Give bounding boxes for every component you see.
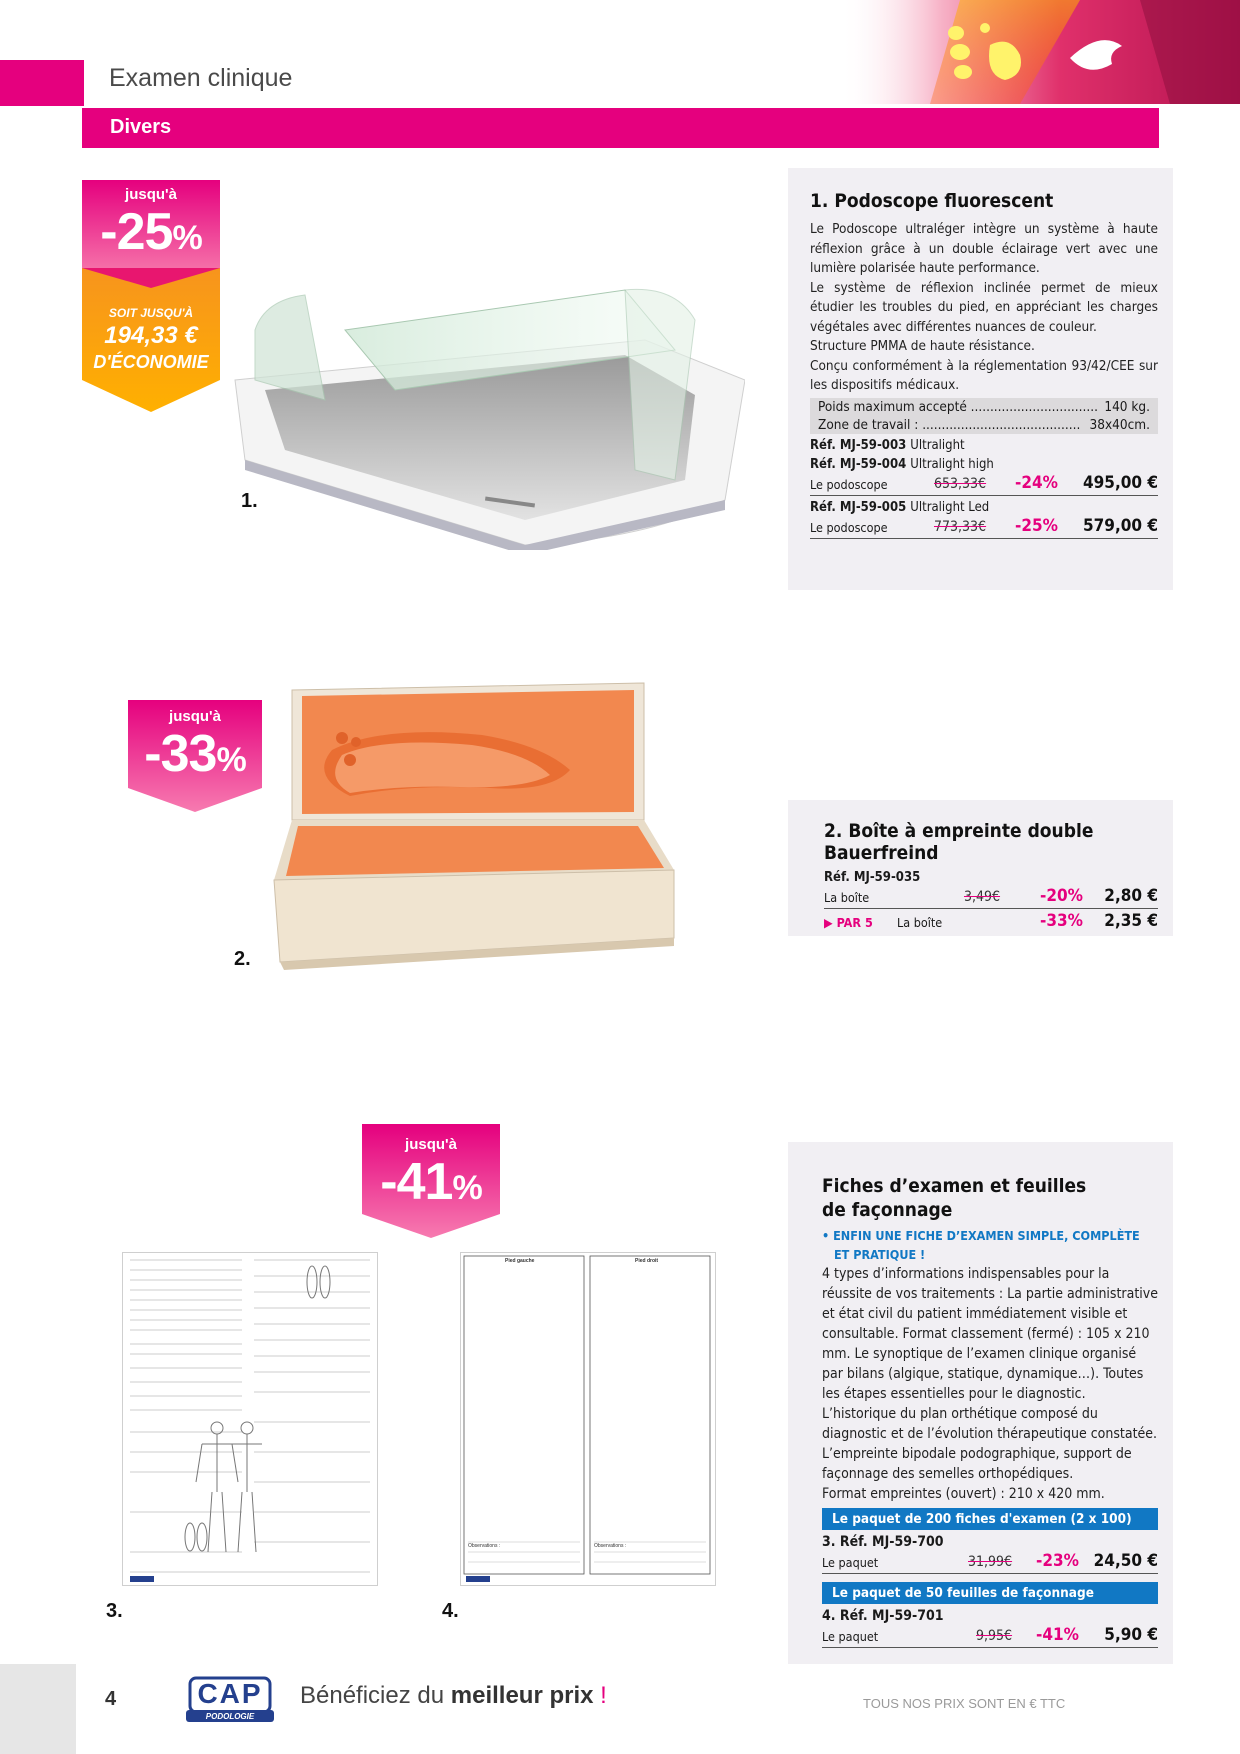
sheet-observations-label: Observations :: [594, 1543, 627, 1549]
discount-badge-3: [362, 1124, 500, 1238]
old-price: 9,95€: [976, 1628, 1013, 1644]
description-line: Le système de réflexion inclinée permet de mieux étudier les troubles du pied, en appréciant les charges végétales avec différentes nuances de couleur.: [810, 279, 1158, 335]
product-card-impression-box: [788, 800, 1173, 936]
logo-subtext: PODOLOGIE: [205, 1712, 255, 1721]
podoscope-image: [225, 230, 745, 550]
pack-band-1: Le paquet de 200 fiches d'examen (2 x 100): [822, 1508, 1158, 1530]
ref-code: Réf. MJ-59-004: [810, 456, 907, 472]
price-label: Le podoscope: [810, 476, 888, 492]
badge-jusqua: jusqu'à: [405, 1136, 457, 1153]
badge-percent-value: -33: [144, 725, 217, 783]
spec-value: 140 kg.: [1104, 398, 1150, 415]
format-line: Format empreintes (ouvert) : 210 x 420 mm.: [822, 1486, 1105, 1502]
corner-decoration-image: [840, 0, 1240, 104]
product-ref: [810, 457, 1158, 472]
spec-label: Poids maximum accepté .................................: [818, 398, 1098, 415]
old-price: 653,33€: [934, 475, 987, 492]
product-card-podoscope: [788, 168, 1173, 590]
footer-tagline: [300, 1682, 607, 1710]
exam-form-image: [122, 1252, 378, 1586]
final-price: 2,35 €: [1104, 911, 1158, 931]
item-number-4: 4.: [442, 1600, 459, 1622]
ref-variant: Ultralight Led: [910, 499, 990, 515]
highlight-bullet: [822, 1226, 1158, 1264]
ref-variant: Ultralight high: [910, 456, 994, 472]
badge-jusqua: jusqu'à: [169, 708, 221, 725]
badge-percent-unit: %: [172, 219, 202, 257]
product-ref: [810, 438, 1158, 453]
tagline-exclamation: !: [593, 1682, 607, 1709]
product-description: [810, 220, 1158, 396]
cap-podologie-logo: [186, 1676, 274, 1724]
badge-amount: 194,33 €: [104, 322, 198, 349]
section-title: Divers: [110, 116, 172, 138]
old-price: 31,99€: [968, 1554, 1013, 1570]
price-row: [810, 474, 1158, 496]
product-ref: 3. Réf. MJ-59-700: [822, 1534, 944, 1550]
price-label: La boîte: [824, 890, 870, 905]
item-number-3: 3.: [106, 1600, 123, 1622]
product-ref: Réf. MJ-59-035: [824, 870, 921, 885]
badge-percent: [82, 202, 220, 262]
page-number: 4: [105, 1688, 117, 1710]
item-number-2: 2.: [234, 948, 251, 970]
product-description: 4 types d’informations indispensables pour la réussite de vos traitements : La partie administrative et état civil du patient immédiatement visible et consultable. Format classement (fermé) : 105 x 210 mm. Le synoptique de l’examen clinique organisé par bilans (algique, statique, dynamique…). Toutes les étapes essentielles pour le diagnostic. L’historique du plan orthétique composé du diagnostic et de l’évolution thérapeutique constatée. L’empreinte bipodale podographique, support de façonnage des semelles orthopédiques.: [822, 1266, 1158, 1482]
price-row: [824, 887, 1158, 909]
discount-percent: -23%: [1036, 1551, 1079, 1571]
product-title: 2. Boîte à empreinte double Bauerfreind: [824, 820, 1094, 864]
spec-value: 38x40cm.: [1089, 416, 1150, 433]
logo-text: CAP: [197, 1678, 263, 1709]
price-label: Le podoscope: [810, 519, 888, 535]
final-price: 495,00 €: [1083, 472, 1158, 493]
bullet-text: ENFIN UNE FICHE D’EXAMEN SIMPLE, COMPLÈTE ET PRATIQUE !: [833, 1228, 1140, 1262]
sheet-left-label: Pied gauche: [505, 1258, 535, 1264]
discount-badge-2: [128, 700, 262, 812]
discount-percent: -41%: [1036, 1625, 1079, 1645]
pack-band-2: Le paquet de 50 feuilles de façonnage: [822, 1582, 1158, 1604]
spec-row: [810, 398, 1158, 416]
par-label: [824, 915, 873, 930]
spec-label: Zone de travail : .........................................: [818, 416, 1081, 433]
description-line: Le Podoscope ultraléger intègre un système à haute réflexion grâce à un double éclairage vert avec une lumière polarisée haute performance.: [810, 221, 1158, 276]
old-price: 3,49€: [964, 889, 1001, 905]
badge-percent: [362, 1152, 500, 1212]
product-card-exam-sheets: [788, 1142, 1173, 1664]
product-title: 1. Podoscope fluorescent: [810, 190, 1054, 212]
product-ref: 4. Réf. MJ-59-701: [822, 1608, 944, 1624]
price-row: [822, 1552, 1158, 1574]
page-title: Examen clinique: [109, 64, 293, 92]
description-line: Structure PMMA de haute résistance.: [810, 338, 1035, 354]
old-price: 773,33€: [934, 518, 987, 535]
price-row: [810, 517, 1158, 539]
sheet-right-label: Pied droit: [635, 1258, 659, 1264]
footer-grey-block: [0, 1664, 76, 1754]
price-label: Le paquet: [822, 1555, 879, 1570]
price-label: La boîte: [897, 915, 943, 930]
badge-economie: D'ÉCONOMIE: [93, 352, 209, 372]
item-number-1: 1.: [241, 490, 258, 512]
final-price: 5,90 €: [1104, 1625, 1158, 1645]
badge-soit: SOIT JUSQU'À: [108, 306, 194, 320]
badge-percent-unit: %: [216, 741, 246, 779]
discount-percent: -20%: [1040, 886, 1083, 906]
badge-percent-unit: %: [452, 1169, 482, 1207]
impression-box-image: [272, 680, 682, 970]
final-price: 24,50 €: [1093, 1551, 1158, 1571]
ttc-notice: TOUS NOS PRIX SONT EN € TTC: [863, 1696, 1066, 1711]
header-accent-block: [0, 60, 84, 106]
price-label: Le paquet: [822, 1629, 879, 1644]
tagline-text: Bénéficiez du: [300, 1682, 451, 1709]
badge-percent-value: -41: [380, 1153, 453, 1211]
sheet-observations-label: Observations :: [468, 1543, 501, 1549]
price-row: [822, 1626, 1158, 1648]
discount-percent: -24%: [1015, 472, 1058, 493]
section-bar: [82, 108, 1159, 148]
ref-variant: Ultralight: [910, 437, 965, 453]
shaping-sheet-image: [460, 1252, 716, 1586]
spec-row: [810, 416, 1158, 434]
triangle-icon: ▶: [824, 915, 833, 930]
description-line: Conçu conformément à la réglementation 93/42/CEE sur les dispositifs médicaux.: [810, 357, 1158, 393]
discount-percent: -25%: [1015, 515, 1058, 536]
discount-badge-1: [82, 180, 220, 412]
price-row: [824, 911, 1158, 933]
product-ref: [810, 500, 1158, 515]
par-text: PAR 5: [836, 915, 873, 930]
final-price: 2,80 €: [1104, 886, 1158, 906]
tagline-bold: meilleur prix: [450, 1682, 594, 1709]
final-price: 579,00 €: [1083, 515, 1158, 536]
ref-code: Réf. MJ-59-005: [810, 499, 907, 515]
discount-percent: -33%: [1040, 911, 1083, 931]
badge-jusqua: jusqu'à: [125, 186, 177, 203]
ref-code: Réf. MJ-59-003: [810, 437, 907, 453]
badge-percent-value: -25: [100, 203, 173, 261]
bullet-icon: •: [822, 1228, 834, 1243]
product-title: Fiches d’examen et feuilles de façonnage: [822, 1175, 1087, 1221]
badge-percent: [128, 724, 262, 784]
